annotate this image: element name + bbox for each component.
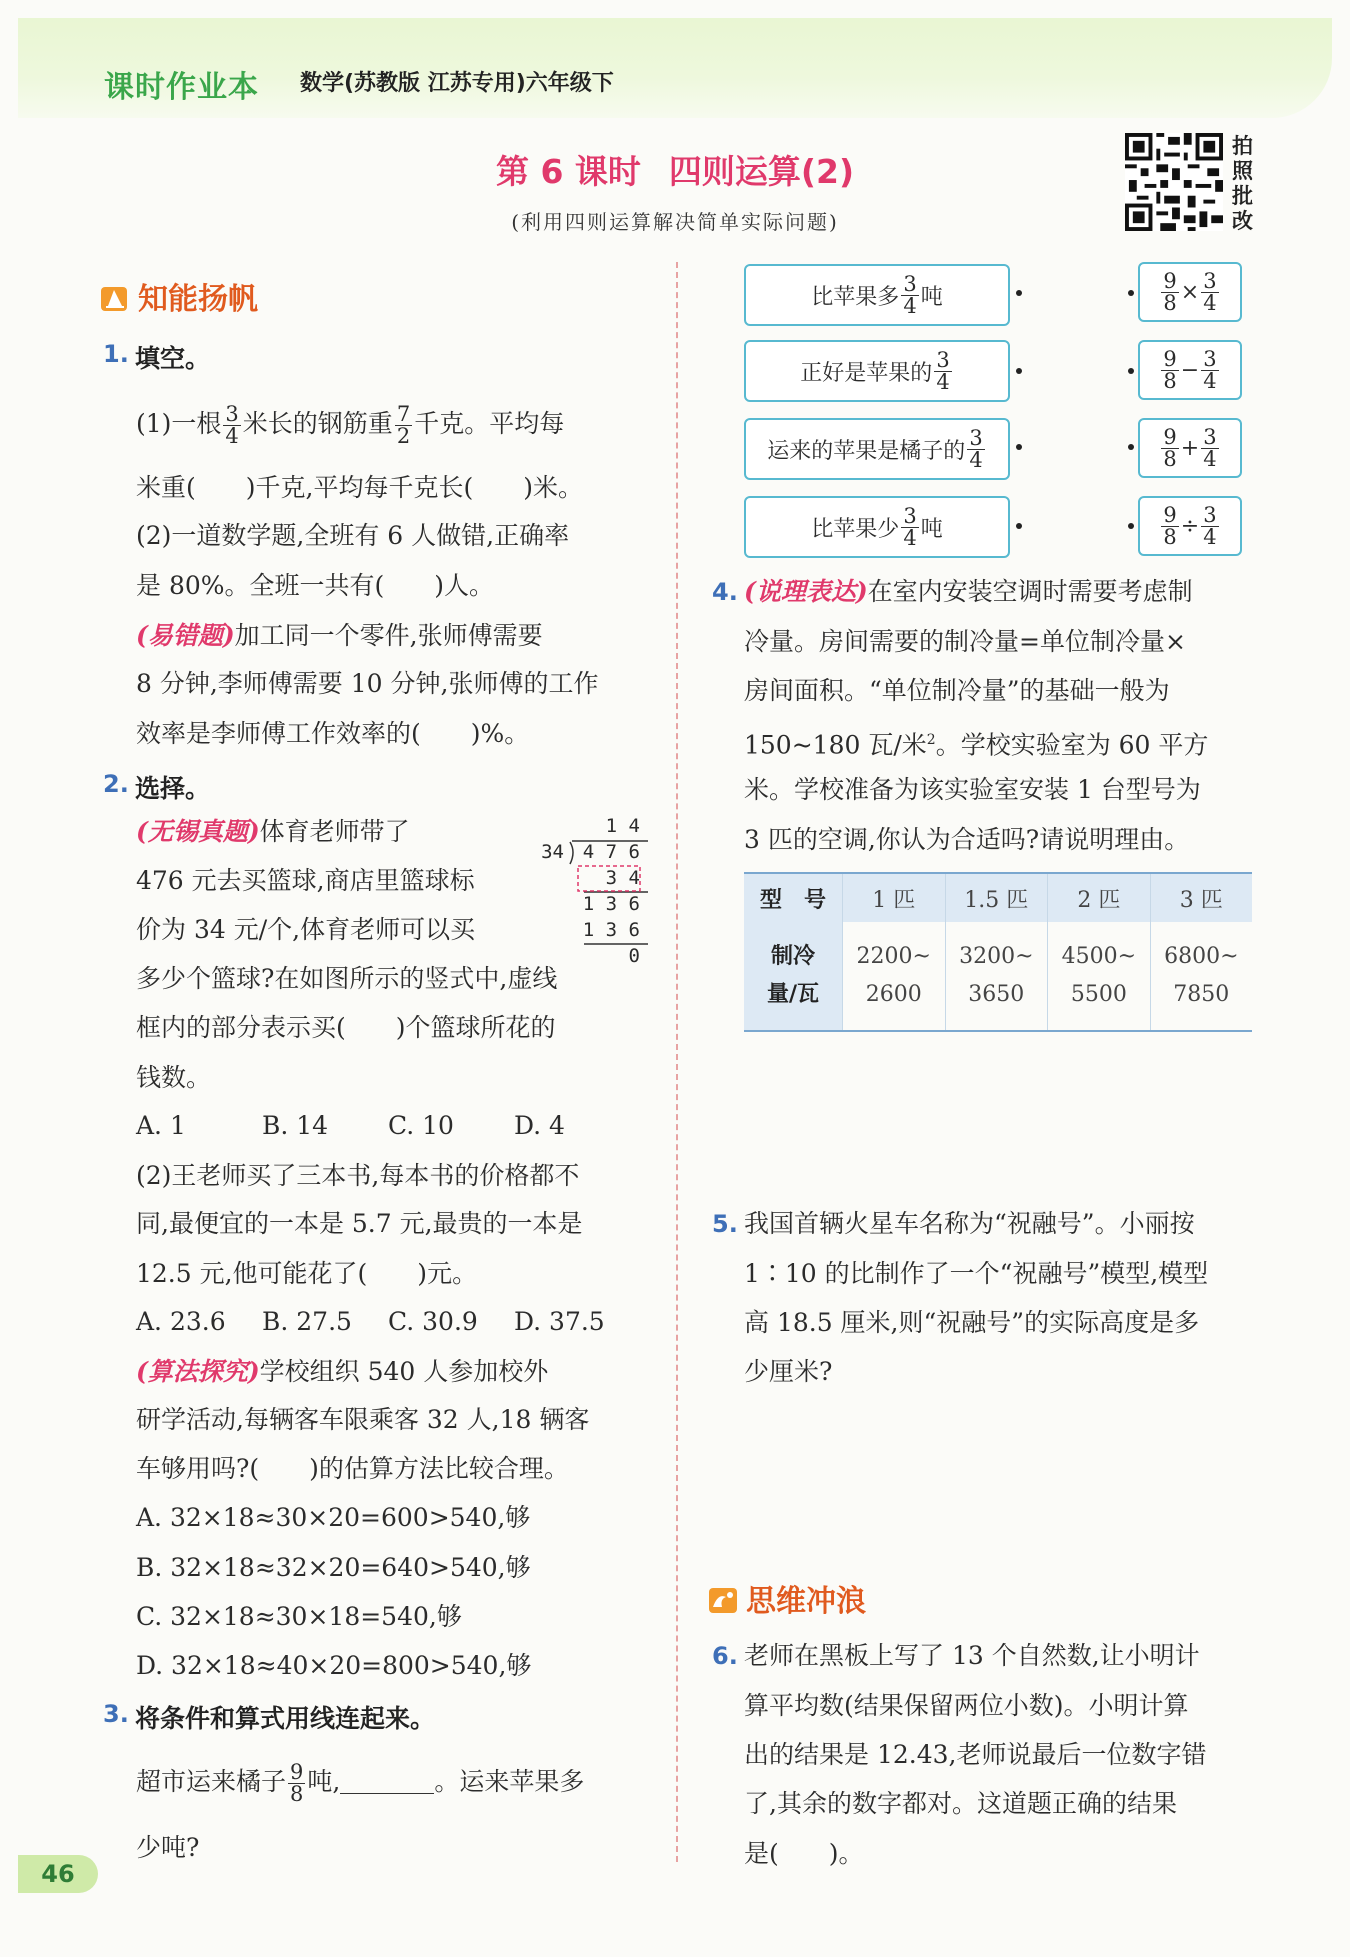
q1-p2-line2: 是 80%。全班一共有( )人。	[136, 571, 495, 600]
q3-heading: 将条件和算式用线连起来。	[135, 1704, 436, 1733]
q2-p3-line1: (算法探究)学校组织 540 人参加校外	[136, 1357, 549, 1386]
left-dot-4[interactable]	[1016, 523, 1022, 529]
q2-p1-options	[136, 1110, 565, 1142]
left-dot-2[interactable]	[1016, 368, 1022, 374]
q2-p3-option-a[interactable]: A. 32×18≈30×20=600>540,够	[136, 1503, 531, 1532]
column-divider	[676, 262, 678, 1862]
calc-quotient: 1 4	[605, 815, 640, 837]
scan-grade-label: 拍 照 批 改	[1232, 134, 1253, 233]
q1-number: 1.	[103, 340, 129, 368]
q4-line6: 3 匹的空调,你认为合适吗?请说明理由。	[744, 825, 1190, 854]
option-d[interactable]: D. 4	[514, 1111, 565, 1140]
formula-box-1[interactable]: $\frac{9}{8}$ × $\frac{3}{4}$	[1138, 262, 1242, 322]
sail-icon	[100, 283, 132, 313]
table-label-model: 型 号	[744, 873, 843, 922]
q2-p2-line3: 12.5 元,他可能花了( )元。	[136, 1259, 478, 1288]
q2-p3-option-b[interactable]: B. 32×18≈32×20=640>540,够	[136, 1553, 531, 1582]
condition-box-2[interactable]: 正好是苹果的 $\frac{3}{4}$	[744, 340, 1010, 402]
lesson-number: 第 6 课时	[495, 152, 641, 191]
answer-blank[interactable]	[340, 1769, 434, 1794]
q2-heading: 选择。	[135, 774, 211, 803]
q2-p1-line6: 钱数。	[136, 1063, 212, 1092]
condition-box-1[interactable]: 比苹果多 $\frac{3}{4}$ 吨	[744, 264, 1010, 326]
q1-p2-line1: (2)一道数学题,全班有 6 人做错,正确率	[136, 521, 570, 550]
ac-spec-table	[744, 872, 1252, 1032]
q4-line1: (说理表达)在室内安装空调时需要考虑制	[744, 577, 1193, 606]
q2-p3-line2: 研学活动,每辆客车限乘客 32 人,18 辆客	[136, 1405, 590, 1434]
q1-p3-line1: (易错题)加工同一个零件,张师傅需要	[136, 621, 543, 650]
lesson-name: 四则运算(2)	[668, 152, 855, 191]
q6-line2: 算平均数(结果保留两位小数)。小明计算	[744, 1691, 1189, 1720]
q4-line2: 冷量。房间需要的制冷量=单位制冷量×	[744, 627, 1186, 656]
table-row	[744, 922, 1252, 1031]
option-c[interactable]: C. 30.9	[388, 1307, 478, 1336]
section-title-zhineng: 知能扬帆	[100, 274, 258, 318]
table-cell: 3200~ 3650	[945, 922, 1048, 1031]
q2-p3-option-c[interactable]: C. 32×18≈30×18=540,够	[136, 1602, 462, 1631]
q2-p1-line1: (无锡真题)体育老师带了	[136, 817, 410, 846]
q5-line2: 1∶10 的比制作了一个“祝融号”模型,模型	[744, 1259, 1209, 1288]
q6-line5: 是( )。	[744, 1839, 864, 1868]
q4-line3: 房间面积。“单位制冷量”的基础一般为	[744, 676, 1170, 705]
frac-7-2: $\frac{7}{2}$	[396, 402, 411, 448]
condition-box-3[interactable]: 运来的苹果是橘子的 $\frac{3}{4}$	[744, 418, 1010, 480]
q4-line4: 150~180 瓦/米$^2$。学校实验室为 60 平方	[744, 730, 1209, 760]
q5-line3: 高 18.5 厘米,则“祝融号”的实际高度是多	[744, 1308, 1200, 1337]
q5-line4: 少厘米?	[744, 1357, 833, 1386]
calc-dividend: 4 7 6	[582, 841, 640, 863]
section-title-siwei: 思维冲浪	[708, 1576, 866, 1620]
tag-suanfa: (算法探究)	[136, 1357, 260, 1386]
q1-p3-line3: 效率是李师傅工作效率的( )%。	[136, 719, 530, 748]
option-d[interactable]: D. 37.5	[514, 1307, 605, 1336]
calc-step2: 1 3 6	[582, 893, 640, 915]
table-cell: 2 匹	[1048, 873, 1151, 922]
option-a[interactable]: A. 23.6	[136, 1307, 226, 1336]
qr-code-icon[interactable]	[1125, 133, 1223, 231]
formula-box-4[interactable]: $\frac{9}{8}$ ÷ $\frac{3}{4}$	[1138, 496, 1242, 556]
q2-p2-line1: (2)王老师买了三本书,每本书的价格都不	[136, 1161, 580, 1190]
table-cell: 2200~ 2600	[843, 922, 946, 1031]
q3-number: 3.	[103, 1700, 129, 1728]
q6-line4: 了,其余的数字都对。这道题正确的结果	[744, 1789, 1177, 1818]
left-dot-3[interactable]	[1016, 444, 1022, 450]
q1-heading: 填空。	[135, 344, 211, 373]
table-cell: 4500~ 5500	[1048, 922, 1151, 1031]
table-cell: 1.5 匹	[945, 873, 1048, 922]
table-cell: 1 匹	[843, 873, 946, 922]
calc-divisor: 34	[541, 841, 564, 863]
option-b[interactable]: B. 14	[262, 1111, 329, 1140]
calc-step1: 3 4	[605, 867, 640, 889]
tag-shuoli: (说理表达)	[744, 577, 868, 606]
q4-number: 4.	[712, 578, 738, 606]
q3-line2: 少吨?	[136, 1833, 200, 1862]
q1-p1-line1: (1)一根 $\frac{3}{4}$ 米长的钢筋重 $\frac{7}{2}$ 千克。平均每	[136, 402, 565, 448]
formula-box-3[interactable]: $\frac{9}{8}$ + $\frac{3}{4}$	[1138, 418, 1242, 478]
q2-p1-line5: 框内的部分表示买( )个篮球所花的	[136, 1013, 556, 1042]
condition-box-4[interactable]: 比苹果少 $\frac{3}{4}$ 吨	[744, 496, 1010, 558]
q5-number: 5.	[712, 1210, 738, 1238]
right-dot-2[interactable]	[1128, 368, 1134, 374]
formula-box-2[interactable]: $\frac{9}{8}$ − $\frac{3}{4}$	[1138, 340, 1242, 400]
right-dot-4[interactable]	[1128, 523, 1134, 529]
q2-p3-option-d[interactable]: D. 32×18≈40×20=800>540,够	[136, 1651, 532, 1680]
q6-line1: 老师在黑板上写了 13 个自然数,让小明计	[744, 1641, 1200, 1670]
book-title: 数学(苏教版 江苏专用)六年级下	[300, 71, 614, 96]
frac-3-4: $\frac{3}{4}$	[225, 402, 239, 448]
q5-line1: 我国首辆火星车名称为“祝融号”。小丽按	[744, 1209, 1195, 1238]
q6-number: 6.	[712, 1642, 738, 1670]
frac-9-8: $\frac{9}{8}$	[290, 1760, 304, 1806]
q2-p1-line4: 多少个篮球?在如图所示的竖式中,虚线	[136, 964, 558, 993]
right-dot-1[interactable]	[1128, 290, 1134, 296]
q4-line5: 米。学校准备为该实验室安装 1 台型号为	[744, 775, 1201, 804]
table-header-row	[744, 873, 1252, 922]
q2-p1-line3: 价为 34 元/个,体育老师可以买	[136, 915, 476, 944]
table-cell: 3 匹	[1150, 873, 1252, 922]
option-a[interactable]: A. 1	[136, 1111, 186, 1140]
q1-p3-line2: 8 分钟,李师傅需要 10 分钟,张师傅的工作	[136, 669, 599, 698]
q3-line1: 超市运来橘子 $\frac{9}{8}$ 吨, 。运来苹果多	[136, 1760, 585, 1806]
q2-p1-line2: 476 元去买篮球,商店里篮球标	[136, 866, 475, 895]
option-c[interactable]: C. 10	[388, 1111, 454, 1140]
tag-wuxi: (无锡真题)	[136, 817, 260, 846]
lesson-subtitle: (利用四则运算解决简单实际问题)	[511, 210, 839, 234]
q2-p3-line3: 车够用吗?( )的估算方法比较合理。	[136, 1454, 569, 1483]
division-lines	[540, 814, 650, 974]
right-dot-3[interactable]	[1128, 444, 1134, 450]
calc-remainder: 0	[628, 945, 640, 967]
q2-p2-line2: 同,最便宜的一本是 5.7 元,最贵的一本是	[136, 1209, 583, 1238]
table-cell: 6800~ 7850	[1150, 922, 1252, 1031]
q2-p2-options	[136, 1306, 605, 1338]
option-b[interactable]: B. 27.5	[262, 1307, 352, 1336]
q6-line3: 出的结果是 12.43,老师说最后一位数字错	[744, 1740, 1207, 1769]
q2-number: 2.	[103, 770, 129, 798]
brand-title: 课时作业本	[104, 70, 259, 105]
page-number: 46	[18, 1855, 98, 1893]
q1-p1-line2: 米重( )千克,平均每千克长( )米。	[136, 473, 583, 502]
table-label-cooling: 制冷 量/瓦	[744, 922, 843, 1031]
wave-icon	[708, 1585, 740, 1615]
tag-yicuoti: (易错题)	[136, 621, 235, 650]
left-dot-1[interactable]	[1016, 290, 1022, 296]
calc-step3: 1 3 6	[582, 919, 640, 941]
